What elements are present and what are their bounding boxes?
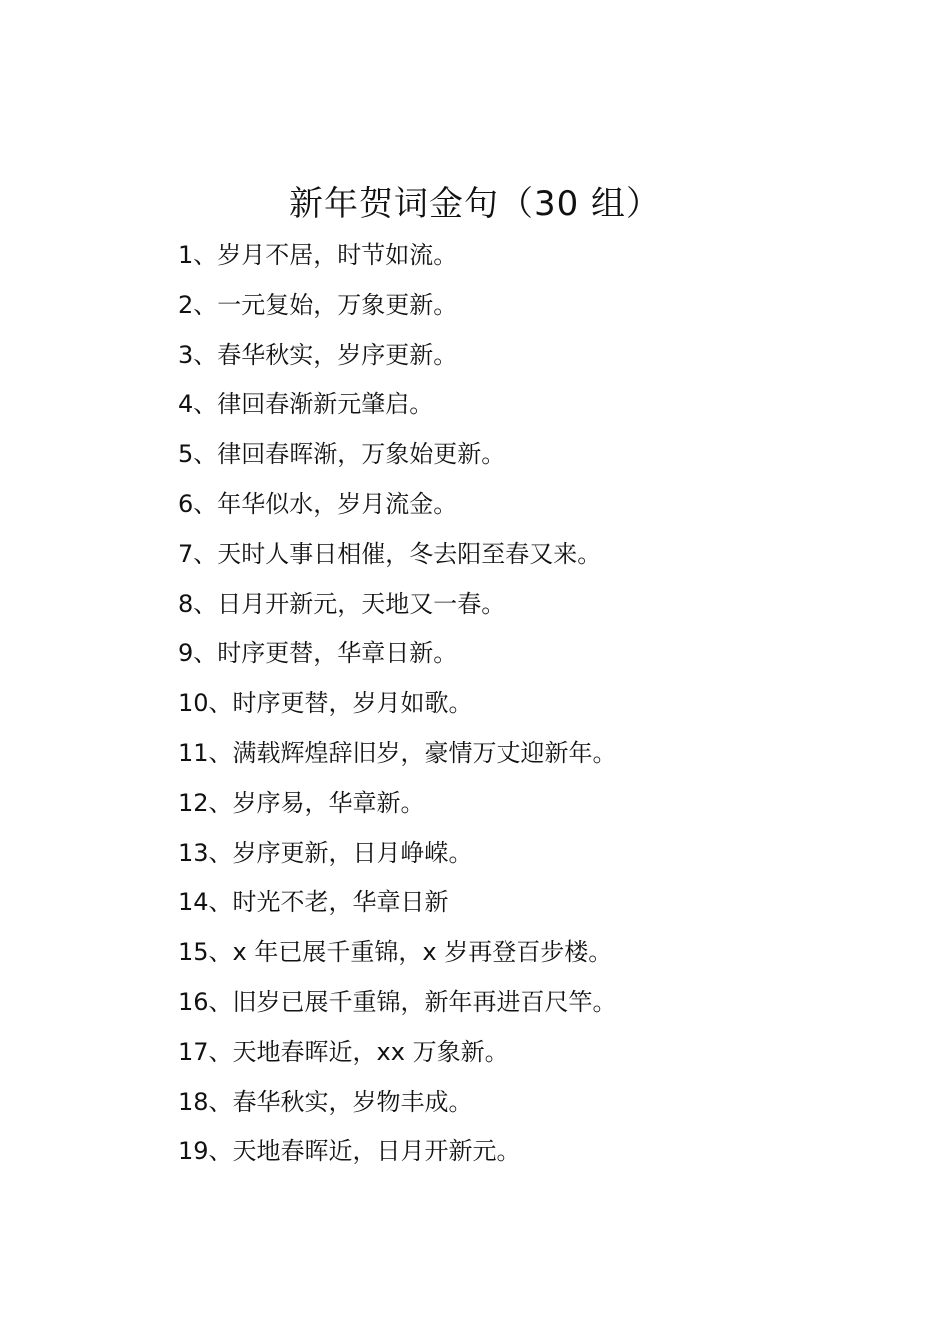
list-item: 7、天时人事日相催，冬去阳至春又来。 <box>178 539 602 568</box>
list-item: 6、年华似水，岁月流金。 <box>178 489 458 518</box>
list-item: 10、时序更替，岁月如歌。 <box>178 689 473 718</box>
list-item: 9、时序更替，华章日新。 <box>178 639 458 668</box>
document-title: 新年贺词金句（30 组） <box>288 184 662 224</box>
list-item: 15、x 年已展千重锦，x 岁再登百步楼。 <box>178 938 613 967</box>
list-item: 1、岁月不居，时节如流。 <box>178 241 458 269</box>
list-item: 12、岁序易，华章新。 <box>178 788 425 817</box>
list-item: 16、旧岁已展千重锦，新年再进百尺竿。 <box>178 987 617 1016</box>
list-item: 18、春华秋实，岁物丰成。 <box>178 1087 473 1116</box>
list-item: 11、满载辉煌辞旧岁，豪情万丈迎新年。 <box>178 738 617 767</box>
list-item: 19、天地春晖近，日月开新元。 <box>178 1137 521 1166</box>
list-item: 5、律回春晖渐，万象始更新。 <box>178 440 506 469</box>
list-item: 2、一元复始，万象更新。 <box>178 290 458 319</box>
phrase-list <box>178 231 878 1177</box>
list-item: 3、春华秋实，岁序更新。 <box>178 340 458 369</box>
list-item: 17、天地春晖近，xx 万象新。 <box>178 1037 509 1066</box>
list-item: 13、岁序更新，日月峥嵘。 <box>178 838 473 867</box>
list-item: 14、时光不老，华章日新 <box>178 888 449 917</box>
list-item: 4、律回春渐新元肇启。 <box>178 390 434 419</box>
list-item: 8、日月开新元，天地又一春。 <box>178 589 506 618</box>
